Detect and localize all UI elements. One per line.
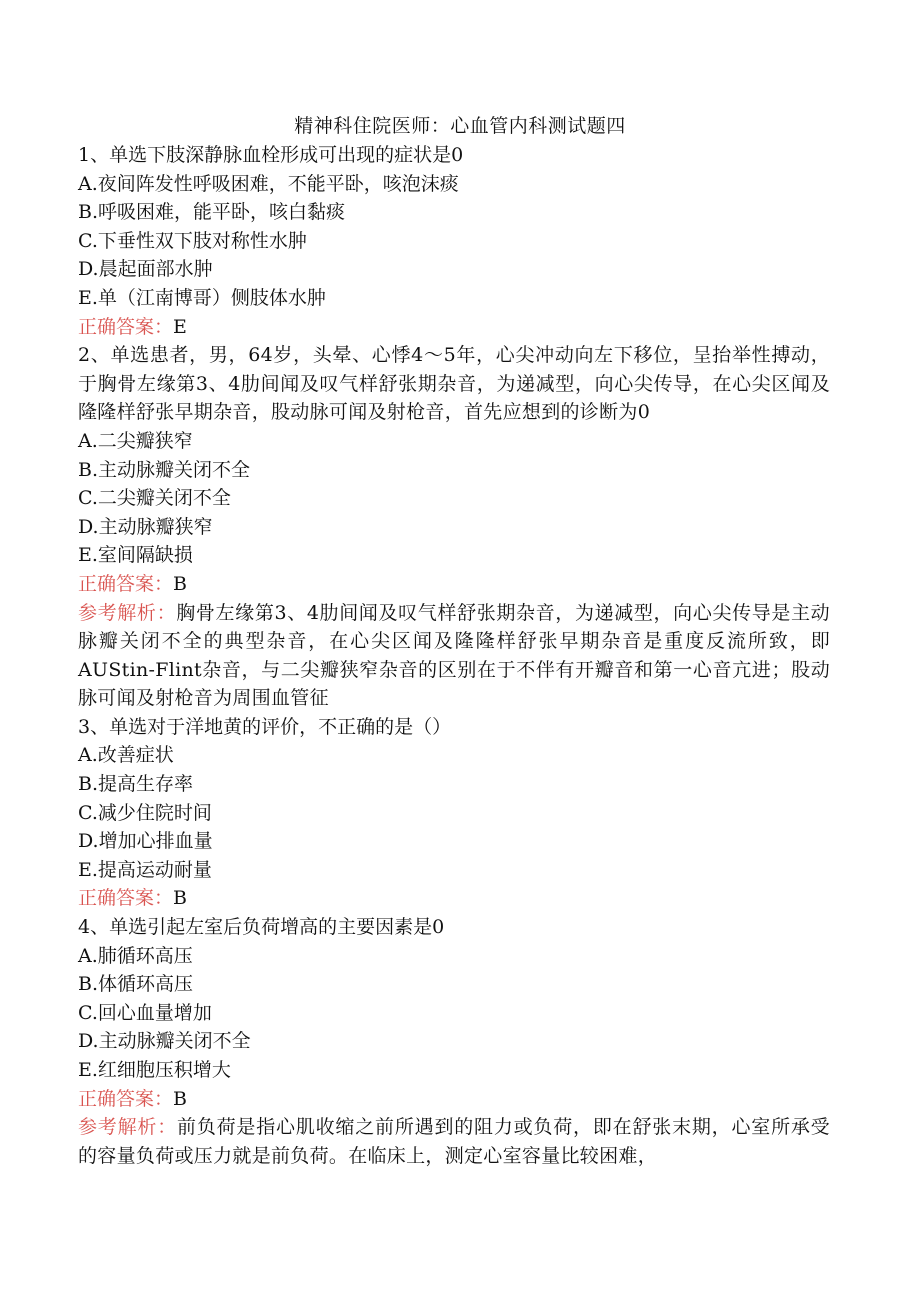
option-a: A.夜间阵发性呼吸困难，不能平卧，咳泡沫痰 — [78, 172, 459, 195]
answer-line — [78, 884, 830, 913]
option-b: B.主动脉瓣关闭不全 — [78, 458, 251, 481]
answer-label: 正确答案： — [78, 572, 174, 595]
answer-value: B — [173, 1087, 187, 1110]
question-4 — [78, 913, 830, 1170]
document-title: 精神科住院医师：心血管内科测试题四 — [294, 115, 626, 137]
option-c: C.下垂性双下肢对称性水肿 — [78, 229, 307, 252]
answer-line — [78, 570, 830, 599]
option-c: C.减少住院时间 — [78, 801, 212, 824]
question-stem: 4、单选引起左室后负荷增高的主要因素是0 — [78, 916, 445, 939]
answer-line — [78, 1085, 830, 1114]
answer-label: 正确答案： — [78, 1087, 174, 1110]
answer-label: 正确答案： — [78, 315, 174, 338]
option-e: E.单（江南博哥）侧肢体水肿 — [78, 286, 326, 309]
option-e: E.红细胞压积增大 — [78, 1059, 231, 1081]
option-d: D.晨起面部水肿 — [78, 258, 213, 281]
answer-value: B — [173, 572, 187, 595]
option-e: E.提高运动耐量 — [78, 858, 212, 881]
question-3 — [78, 713, 830, 913]
analysis-label: 参考解析： — [78, 601, 177, 624]
analysis-text: 前负荷是指心肌收缩之前所遇到的阻力或负荷，即在舒张末期，心室所承受的容量负荷或压力就是前负荷。在临床上，测定心室容量比较困难， — [78, 1116, 830, 1167]
option-b: B.体循环高压 — [78, 973, 194, 996]
answer-label: 正确答案： — [78, 887, 174, 910]
analysis-text: 胸骨左缘第3、4肋间闻及叹气样舒张期杂音，为递减型，向心尖传导是主动脉瓣关闭不全的典型杂音，在心尖区闻及隆隆样舒张早期杂音是重度反流所致，即AUStin-Flint杂音，与二尖瓣狭窄杂音的区别在于不伴有开瓣音和第一心音亢进；股动脉可闻及射枪音为周围血管征 — [78, 601, 830, 710]
analysis-paragraph — [78, 1113, 830, 1170]
analysis-paragraph — [78, 599, 830, 713]
question-1 — [78, 141, 830, 341]
option-c: C.二尖瓣关闭不全 — [78, 487, 231, 510]
analysis-label: 参考解析： — [78, 1116, 178, 1139]
document-body — [78, 141, 830, 1170]
option-b: B.呼吸困难，能平卧，咳白黏痰 — [78, 201, 346, 224]
answer-line — [78, 313, 830, 342]
question-stem: 1、单选下肢深静脉血栓形成可出现的症状是0 — [78, 144, 464, 166]
option-d: D.主动脉瓣狭窄 — [78, 515, 213, 538]
option-d: D.增加心排血量 — [78, 830, 213, 853]
option-a: A.改善症状 — [78, 744, 174, 767]
question-stem: 3、单选对于洋地黄的评价，不正确的是（） — [78, 715, 452, 738]
option-a: A.肺循环高压 — [78, 944, 193, 967]
option-c: C.回心血量增加 — [78, 1001, 212, 1024]
question-stem: 2、单选患者，男，64岁，头晕、心悸4～5年，心尖冲动向左下移位，呈抬举性搏动，于胸骨左缘第3、4肋间闻及叹气样舒张期杂音，为递减型，向心尖传导，在心尖区闻及隆隆样舒张早期杂音，股动脉可闻及射枪音，首先应想到的诊断为0 — [78, 344, 830, 424]
option-b: B.提高生存率 — [78, 773, 194, 796]
question-2 — [78, 341, 830, 713]
option-e: E.室间隔缺损 — [78, 544, 193, 567]
option-d: D.主动脉瓣关闭不全 — [78, 1030, 251, 1053]
option-a: A.二尖瓣狭窄 — [78, 429, 193, 452]
answer-value: B — [173, 887, 187, 910]
answer-value: E — [173, 315, 187, 338]
